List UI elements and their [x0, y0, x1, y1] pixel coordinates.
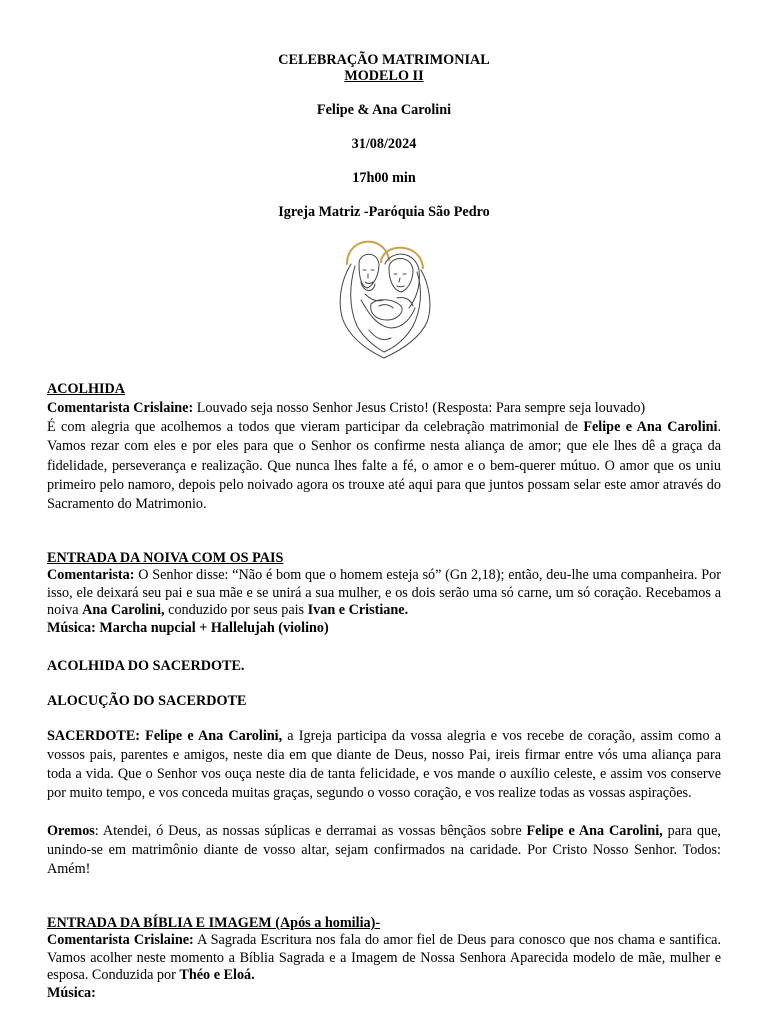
section-heading-alocucao: ALOCUÇÃO DO SACERDOTE	[47, 692, 247, 709]
children-names: Théo e Eloá.	[179, 967, 255, 984]
text-run: a Igreja participa da vossa alegria e vos recebe de coração, assim como a vossos pais, parentes e amigos, neste dia em que diante de Deus, nosso Pai, ireis firmar entre vós uma aliança para toda a vida. Que o Senhor vos ouça neste dia de tanta felicidade, e vos mande o auxílio celeste, e assim vos conserve por muito tempo, e vos conceda muitas graças, segundo o vosso coração, e vos realize todas as vossas aspirações.	[47, 727, 721, 802]
couple-names-inline: Felipe e Ana Carolini,	[526, 822, 663, 839]
paragraph	[47, 932, 721, 985]
speaker-label: Oremos	[47, 822, 95, 839]
music-line: Música: Marcha nupcial + Hallelujah (violino)	[47, 619, 329, 636]
text-run: para que, unindo-se em matrimônio diante de vosso altar, sejam confirmados na caridade. Por Cristo Nosso Senhor. Todos: Amém!	[47, 822, 721, 877]
paragraph	[47, 418, 721, 514]
section-heading: ACOLHIDA	[47, 381, 126, 397]
speaker-label: SACERDOTE: Felipe e Ana Carolini,	[47, 727, 283, 744]
section-heading: ENTRADA DA BÍBLIA E IMAGEM (Após a homilia)-	[47, 915, 381, 932]
document-model: MODELO II	[344, 68, 424, 84]
section-entrada-biblia	[47, 915, 721, 1002]
paragraph	[47, 399, 721, 418]
holy-family-icon	[331, 230, 437, 362]
text-run: Louvado seja nosso Senhor Jesus Cristo! (Resposta: Para sempre seja louvado)	[193, 400, 646, 416]
section-heading: ENTRADA DA NOIVA COM OS PAIS	[47, 550, 284, 567]
speaker-label: Comentarista Crislaine:	[47, 400, 194, 416]
bride-name: Ana Carolini,	[82, 602, 165, 619]
document-page	[47, 52, 721, 1002]
text-run: A Sagrada Escritura nos fala do amor fiel de Deus para conosco que nos chama e santifica. Vamos acolher neste momento a Bíblia Sagrada e a Imagem de Nossa Senhora Aparecida modelo de mãe, mulher e esposa. Conduzida por	[47, 932, 721, 984]
couple-names: Felipe & Ana Carolini	[316, 102, 452, 118]
paragraph	[47, 567, 721, 620]
section-acolhida	[47, 380, 721, 514]
parents-names: Ivan e Cristiane.	[307, 602, 409, 619]
section-entrada-noiva	[47, 550, 721, 637]
text-run: É com alegria que acolhemos a todos que vieram participar da celebração matrimonial de	[47, 419, 584, 436]
paragraph-sacerdote	[47, 727, 721, 804]
couple-names-inline: Felipe e Ana Carolini	[583, 419, 718, 436]
text-run: : Atendei, ó Deus, as nossas súplicas e derramai as vossas bênçãos sobre	[94, 822, 527, 839]
ceremony-venue: Igreja Matriz -Paróquia São Pedro	[278, 204, 490, 220]
speaker-label: Comentarista Crislaine:	[47, 932, 194, 949]
document-header	[47, 52, 721, 220]
speaker-label: Comentarista:	[47, 567, 135, 584]
music-line: Música:	[47, 984, 96, 1001]
document-title: CELEBRAÇÃO MATRIMONIAL	[278, 52, 490, 68]
ceremony-time: 17h00 min	[352, 170, 416, 186]
text-run: O Senhor disse: “Não é bom que o homem esteja só” (Gn 2,18); então, deu-lhe uma companheira. Por isso, ele deixará seu pai e sua mãe e se unirá a sua mulher, e os dois serão uma só carne, um só coração. Recebamos a noiva	[47, 567, 721, 619]
section-heading-acolhida-sacerdote: ACOLHIDA DO SACERDOTE.	[47, 657, 245, 674]
ceremony-date: 31/08/2024	[351, 136, 417, 152]
text-run: . Vamos rezar com eles e por eles para que o Senhor os confirme nesta aliança de amor; que ele lhes dê a graça da fidelidade, perseverança e realização. Que nunca lhes falte a fé, o amor e o bem-querer mútuo. O amor que os uniu primeiro pelo namoro, depois pelo noivado agora os trouxe até aqui para que juntos possam selar este amor através do Sacramento do Matrimonio.	[47, 419, 722, 513]
text-run: conduzido por seus pais	[164, 602, 308, 619]
paragraph-oremos	[47, 822, 721, 880]
